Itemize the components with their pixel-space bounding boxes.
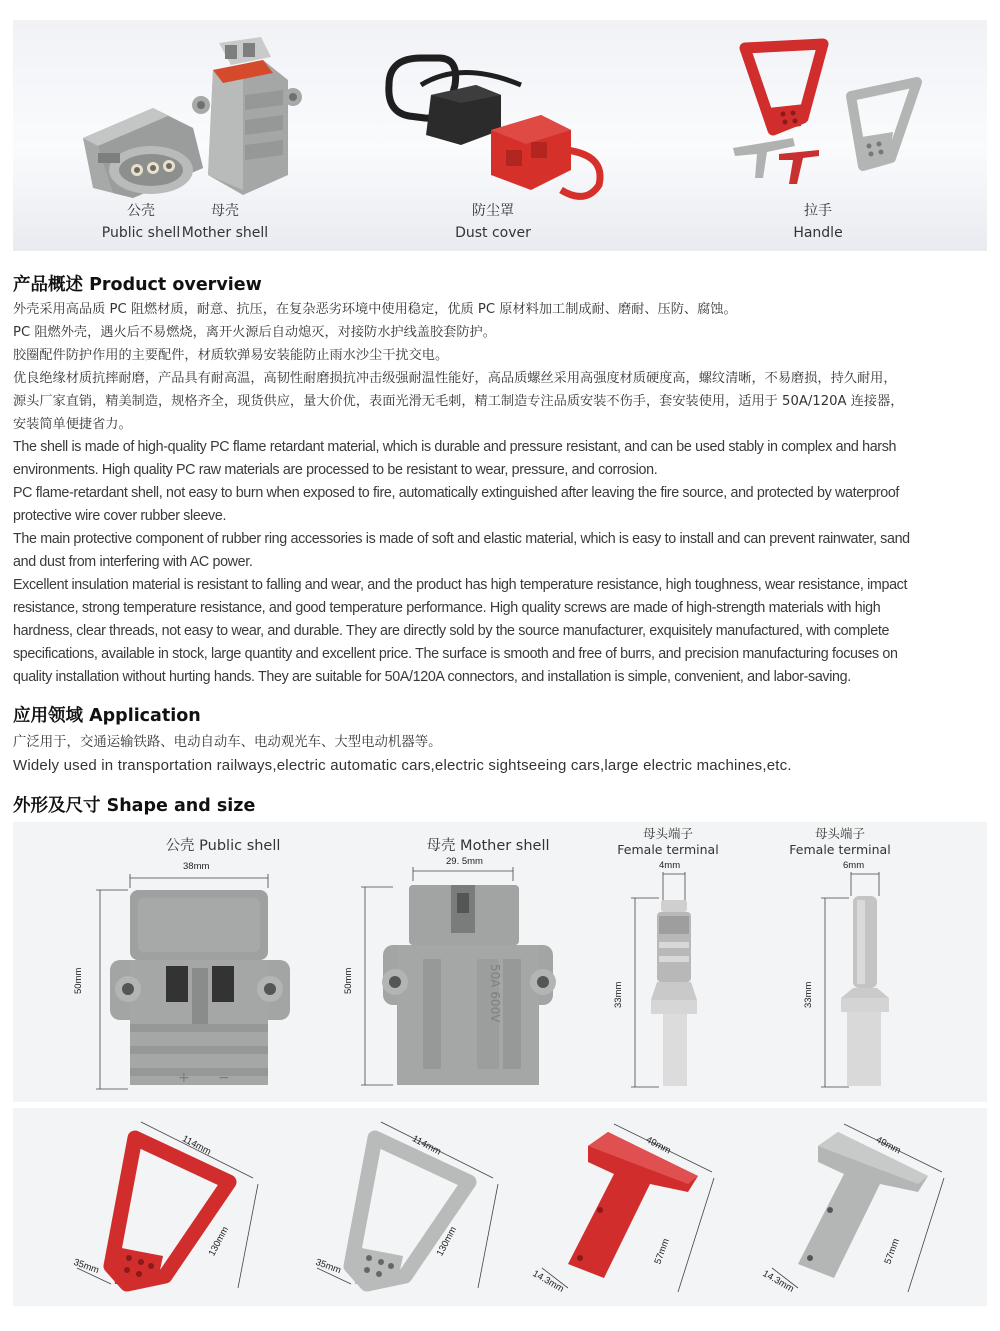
overview-en-line: specifications, available in stock, large quantity and excellent price. The surface is smooth and free of burrs, and precision manufacturing focuses on — [13, 646, 898, 662]
mother-shell-height-label: 50mm — [343, 967, 354, 994]
overview-en-line: environments. High quality PC raw materials are processed to be resistant to wear, pressure, and corrosion. — [13, 462, 658, 478]
overview-zh-line: 源头厂家直销，精美制造，规格齐全，现货供应，量大价优，表面光滑无毛刺，精工制造专注品质安装不伤手，套安装使用，适用于 50A/120A 连接器， — [13, 394, 904, 409]
grey-t-side-label: 57mm — [882, 1237, 902, 1266]
grey-d-handle-drawing — [293, 1116, 523, 1306]
terminal-a-title: 母头端子 Female terminal — [617, 826, 719, 857]
dimensions-panel — [13, 822, 987, 1102]
handles-panel — [13, 1108, 987, 1306]
overview-en-line: The main protective component of rubber ring accessories is made of soft and elastic material, which is easy to install and can prevent rainwater, sand — [13, 531, 910, 547]
overview-text — [13, 298, 989, 689]
grey-d-top-label: 114mm — [410, 1133, 443, 1158]
public-shell-drawing — [88, 874, 328, 1099]
dust-cover-image — [381, 40, 611, 205]
red-t-bottom-label: 14.3mm — [530, 1268, 566, 1295]
red-t-side-label: 57mm — [652, 1237, 672, 1266]
overview-en-line: protective wire cover rubber sleeve. — [13, 508, 227, 524]
grey-t-handle-drawing — [758, 1116, 978, 1306]
red-d-side-label: 130mm — [206, 1224, 232, 1259]
mother-shell-marking: 50A 600V — [488, 964, 502, 1023]
overview-en-line: quality installation without hurting hands. They are suitable for 50A/120A connectors, and installation is simple, convenient, and labor-saving. — [13, 669, 851, 685]
public-shell-caption: 公壳 Public shell — [101, 203, 181, 241]
mother-shell-caption: 母壳 Mother shell — [181, 203, 269, 241]
grey-d-bottom-label: 35mm — [313, 1256, 343, 1277]
grey-t-bottom-label: 14.3mm — [760, 1268, 796, 1295]
terminal-b-height-label: 33mm — [803, 981, 814, 1008]
overview-en-line: PC flame-retardant shell, not easy to burn when exposed to fire, automatically extinguished after leaving the fire source, and protected by waterproof — [13, 485, 900, 501]
mother-shell-width-label: 29. 5mm — [446, 856, 483, 867]
svg-text:+: + — [178, 1070, 190, 1086]
dust-cover-caption: 防尘罩 Dust cover — [455, 203, 531, 241]
public-shell-height-label: 50mm — [73, 967, 84, 994]
terminal-b-title: 母头端子 Female terminal — [789, 826, 891, 857]
overview-zh-line: 优良绝缘材质抗摔耐磨，产品具有耐高温，高韧性耐磨损抗冲击级强耐温性能好，高品质螺丝采用高强度材质硬度高，螺纹清晰，不易磨损，持久耐用， — [13, 371, 897, 386]
overview-heading: 产品概述 Product overview — [13, 275, 262, 295]
terminal-a-drawing — [623, 872, 713, 1097]
application-heading: 应用领域 Application — [13, 706, 201, 726]
red-t-handle-drawing — [528, 1116, 748, 1306]
overview-zh-line: 胶圈配件防护作用的主要配件，材质软弹易安装能防止雨水沙尘干扰交电。 — [13, 348, 449, 363]
shape-heading: 外形及尺寸 Shape and size — [13, 796, 256, 816]
overview-zh-line: 安装简单便捷省力。 — [13, 417, 132, 432]
overview-en-line: hardness, clear threads, not easy to wear, and durable. They are directly sold by the source manufacturer, exquisitely manufactured, with complete — [13, 623, 890, 639]
mother-shell-title: 母壳 Mother shell — [426, 838, 550, 854]
terminal-a-width-label: 4mm — [659, 860, 681, 871]
red-d-handle-drawing — [53, 1116, 283, 1306]
red-t-top-label: 49mm — [643, 1134, 673, 1157]
overview-en-line: Excellent insulation material is resistant to falling and wear, and the product has high temperature resistance, high toughness, wear resistance, impact — [13, 577, 908, 593]
application-zh: 广泛用于，交通运输铁路、电动自动车、电动观光车、大型电动机器等。 — [13, 735, 442, 750]
public-shell-width-label: 38mm — [183, 861, 210, 872]
overview-zh-line: PC 阻燃外壳，遇火后不易燃烧，离开火源后自动熄灭，对接防水护线盖胶套防护。 — [13, 325, 496, 340]
grey-t-top-label: 49mm — [873, 1134, 903, 1157]
red-d-top-label: 114mm — [180, 1133, 213, 1158]
handle-image — [723, 38, 933, 188]
application-en: Widely used in transportation railways,electric automatic cars,electric sightseeing cars,large electric machines,etc. — [13, 757, 792, 774]
product-banner — [13, 20, 987, 251]
overview-en-line: resistance, strong temperature resistance, and good temperature performance. High quality screws are made of high-strength materials with high — [13, 600, 881, 616]
application-text — [13, 731, 792, 777]
red-d-bottom-label: 35mm — [71, 1256, 101, 1277]
handle-caption: 拉手 Handle — [793, 203, 843, 241]
mother-shell-drawing — [353, 867, 583, 1097]
terminal-b-width-label: 6mm — [843, 860, 865, 871]
grey-d-side-label: 130mm — [434, 1224, 460, 1259]
terminal-a-height-label: 33mm — [613, 981, 624, 1008]
public-shell-title: 公壳 Public shell — [165, 838, 281, 854]
mother-shell-image — [183, 35, 303, 205]
terminal-b-drawing — [813, 872, 903, 1097]
overview-en-line: and dust from interfering with AC power. — [13, 554, 253, 570]
overview-zh-line: 外壳采用高品质 PC 阻燃材质，耐意、抗压，在复杂恶劣环境中使用稳定，优质 PC 原材料加工制成耐、磨耐、压防、腐蚀。 — [13, 302, 737, 317]
overview-en-line: The shell is made of high-quality PC flame retardant material, which is durable and pressure resistant, and can be used stably in complex and harsh — [13, 439, 897, 455]
svg-text:−: − — [218, 1070, 230, 1086]
